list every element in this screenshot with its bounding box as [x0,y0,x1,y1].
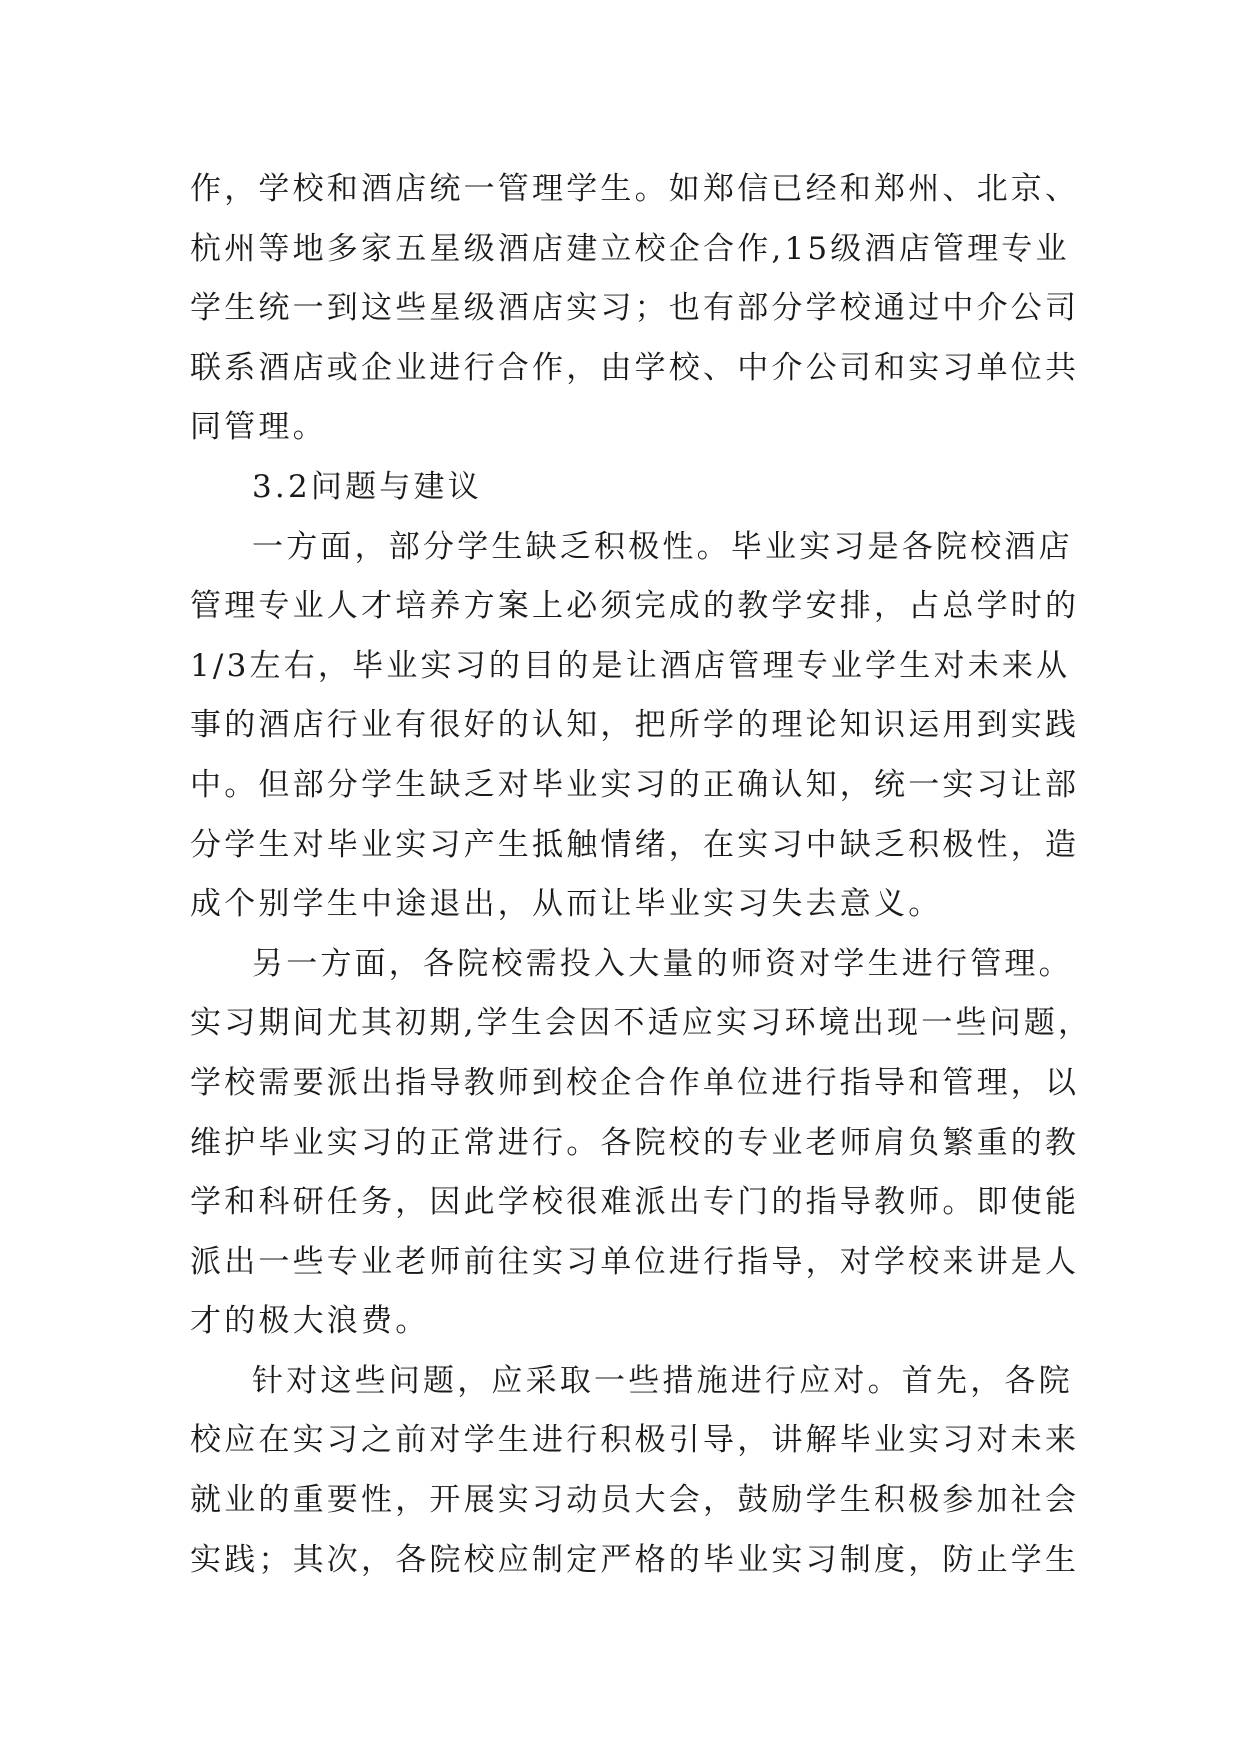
paragraph-first-line: 一方面，部分学生缺乏积极性。毕业实习是各院校酒店 [252,528,1073,565]
text-line: 成个别学生中途退出，从而让毕业实习失去意义。 [190,886,943,923]
section-heading: 3.2问题与建议 [252,468,482,505]
text-line: 作，学校和酒店统一管理学生。如郑信已经和郑州、北京、 [190,171,1080,207]
document-body [190,160,1093,1590]
text-line: 联系酒店或企业进行合作，由学校、中介公司和实习单位共 [190,349,1080,386]
paragraph-first-line: 针对这些问题，应采取一些措施进行应对。首先，各院 [252,1362,1073,1399]
text-line: 校应在实习之前对学生进行积极引导，讲解毕业实习对未来 [190,1422,1080,1459]
text-line: 同管理。 [190,409,327,446]
text-line: 学校需要派出指导教师到校企合作单位进行指导和管理，以 [190,1064,1080,1101]
paragraph-first-line: 另一方面，各院校需投入大量的师资对学生进行管理。 [252,945,1073,982]
text-line: 就业的重要性，开展实习动员大会，鼓励学生积极参加社会 [190,1482,1080,1519]
text-line: 杭州等地多家五星级酒店建立校企合作,15级酒店管理专业 [190,230,1070,267]
text-line: 1/3左右，毕业实习的目的是让酒店管理专业学生对未来从 [190,647,1071,684]
text-line: 实习期间尤其初期,学生会因不适应实习环境出现一些问题， [190,1005,1093,1042]
text-line: 才的极大浪费。 [190,1303,430,1340]
text-line: 维护毕业实习的正常进行。各院校的专业老师肩负繁重的教 [190,1124,1080,1161]
text-line: 分学生对毕业实习产生抵触情绪，在实习中缺乏积极性，造 [190,826,1080,863]
text-line: 学生统一到这些星级酒店实习；也有部分学校通过中介公司 [190,290,1080,327]
text-line: 实践；其次，各院校应制定严格的毕业实习制度，防止学生 [190,1541,1080,1578]
text-line: 派出一些专业老师前往实习单位进行指导，对学校来讲是人 [190,1243,1080,1280]
text-line: 学和科研任务，因此学校很难派出专门的指导教师。即使能 [190,1184,1080,1221]
text-line: 事的酒店行业有很好的认知，把所学的理论知识运用到实践 [190,707,1080,744]
text-line: 管理专业人才培养方案上必须完成的教学安排，占总学时的 [190,588,1080,625]
text-line: 中。但部分学生缺乏对毕业实习的正确认知，统一实习让部 [190,766,1080,803]
